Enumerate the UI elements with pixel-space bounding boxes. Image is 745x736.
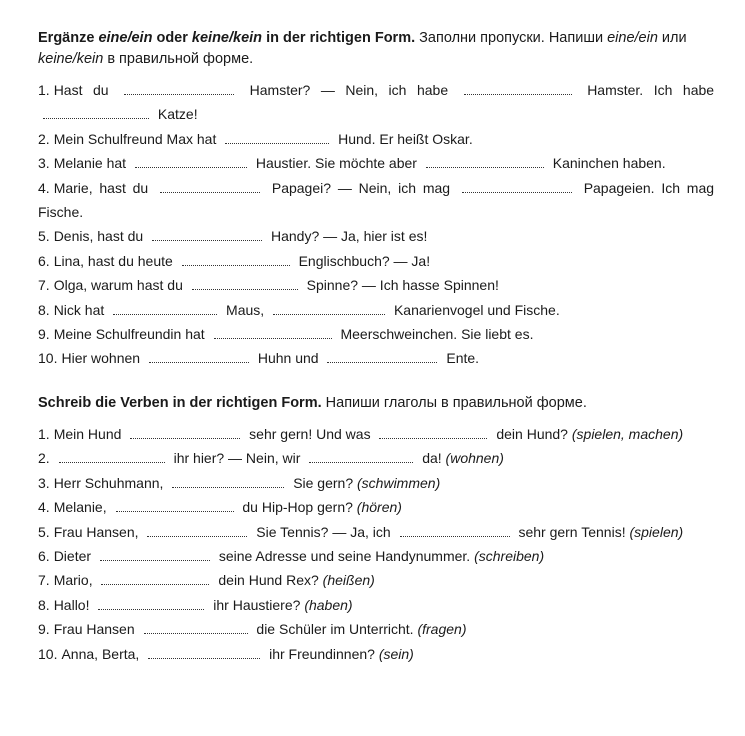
exercise-verbs-title: Schreib die Verben in der richtigen Form.: [38, 394, 322, 411]
item-text: sehr gern Tennis!: [518, 523, 626, 540]
item-text: Nick hat: [53, 301, 105, 318]
item-number: 1.: [38, 82, 50, 98]
exercise-item: [38, 78, 714, 127]
item-text: Anna, Berta,: [61, 645, 140, 662]
item-number: 2.: [38, 130, 50, 147]
exercise-item: [38, 298, 714, 322]
section-gap: [38, 371, 714, 393]
item-number: 6.: [38, 252, 50, 269]
item-text: Frau Hansen,: [53, 523, 139, 540]
item-text: Papagei? — Nein, ich mag: [271, 179, 451, 196]
exercise-item: [38, 346, 714, 370]
item-text: Kaninchen haben.: [552, 155, 666, 172]
item-number: 7.: [38, 572, 50, 589]
item-text: dein Hund Rex?: [218, 572, 319, 589]
answer-blank[interactable]: [144, 622, 248, 634]
section1-title-part: eine/ein: [98, 30, 153, 46]
answer-blank[interactable]: [148, 647, 260, 659]
item-number: 1.: [38, 425, 50, 442]
answer-blank[interactable]: [273, 303, 385, 315]
exercise-item: [38, 422, 714, 446]
verb-hint: (spielen): [629, 523, 684, 540]
exercise-item: [38, 544, 714, 568]
exercise-item: [38, 249, 714, 273]
item-text: Meine Schulfreundin hat: [53, 326, 205, 343]
verb-hint: (wohnen): [445, 450, 504, 467]
item-number: 4.: [38, 179, 50, 196]
answer-blank[interactable]: [149, 351, 249, 363]
section1-instr-part: в правильной форме.: [103, 51, 254, 67]
worksheet-page: [38, 28, 714, 666]
item-text: Frau Hansen: [53, 621, 135, 638]
answer-blank[interactable]: [400, 525, 510, 537]
exercise-item: [38, 495, 714, 519]
item-text: Maus,: [226, 301, 265, 318]
answer-blank[interactable]: [327, 351, 437, 363]
answer-blank[interactable]: [147, 525, 247, 537]
item-text: Hier wohnen: [61, 350, 141, 367]
answer-blank[interactable]: [182, 254, 290, 266]
item-text: Denis, hast du: [53, 228, 144, 245]
exercise-articles: [38, 28, 714, 371]
item-number: 8.: [38, 596, 50, 613]
item-number: 3.: [38, 474, 50, 491]
answer-blank[interactable]: [59, 451, 165, 463]
answer-blank[interactable]: [192, 278, 298, 290]
exercise-verbs-list: [38, 422, 714, 666]
verb-hint: (spielen, machen): [571, 425, 684, 442]
answer-blank[interactable]: [43, 107, 149, 119]
section1-instr-part: eine/ein: [607, 30, 658, 46]
item-text: Sie Tennis? — Ja, ich: [256, 523, 391, 540]
item-text: ihr hier? — Nein, wir: [173, 450, 301, 467]
verb-hint: (heißen): [322, 572, 375, 589]
section1-title-part: in der richtigen Form.: [262, 30, 416, 46]
answer-blank[interactable]: [98, 598, 204, 610]
item-text: Sie gern?: [293, 474, 354, 491]
exercise-verbs-instruction: Напиши глаголы в правильной форме.: [321, 394, 587, 411]
answer-blank[interactable]: [464, 83, 572, 95]
section1-instr-part: keine/kein: [38, 51, 104, 67]
exercise-item: [38, 224, 714, 248]
section1-instr-part: или: [657, 30, 687, 46]
item-text: Mein Hund: [53, 425, 122, 442]
item-text: Hund. Er heißt Oskar.: [338, 130, 473, 147]
exercise-verbs: [38, 393, 714, 666]
section1-title-part: oder: [152, 30, 192, 46]
exercise-item: [38, 642, 714, 666]
exercise-item: [38, 520, 714, 544]
item-number: 10.: [38, 645, 58, 662]
item-number: 9.: [38, 326, 50, 343]
item-text: Marie, hast du: [53, 179, 149, 196]
exercise-item: [38, 568, 714, 592]
item-number: 5.: [38, 228, 50, 245]
exercise-item: [38, 273, 714, 297]
section1-title-part: keine/kein: [191, 30, 263, 46]
exercise-item: [38, 471, 714, 495]
item-number: 3.: [38, 155, 50, 172]
item-text: die Schüler im Unterricht.: [256, 621, 414, 638]
item-number: 6.: [38, 547, 50, 564]
answer-blank[interactable]: [426, 156, 544, 168]
item-text: Meerschweinchen. Sie liebt es.: [340, 326, 534, 343]
item-text: Englischbuch? — Ja!: [298, 252, 431, 269]
item-text: Spinne? — Ich hasse Spinnen!: [306, 277, 499, 294]
verb-hint: (fragen): [417, 621, 467, 638]
exercise-articles-list: [38, 78, 714, 371]
verb-hint: (sein): [378, 645, 414, 662]
item-text: Hamster? — Nein, ich habe: [249, 82, 449, 98]
exercise-articles-title: [38, 30, 415, 46]
answer-blank[interactable]: [172, 476, 284, 488]
exercise-item: [38, 151, 714, 175]
item-number: 10.: [38, 350, 58, 367]
verb-hint: (haben): [304, 596, 353, 613]
item-number: 5.: [38, 523, 50, 540]
exercise-item: [38, 617, 714, 641]
answer-blank[interactable]: [130, 427, 240, 439]
item-number: 8.: [38, 301, 50, 318]
item-text: Papageien. Ich mag Fische.: [38, 179, 715, 221]
answer-blank[interactable]: [309, 451, 413, 463]
answer-blank[interactable]: [124, 83, 234, 95]
item-number: 2.: [38, 450, 50, 467]
exercise-item: [38, 322, 714, 346]
answer-blank[interactable]: [101, 573, 209, 585]
item-text: Katze!: [157, 106, 198, 123]
item-text: dein Hund?: [496, 425, 568, 442]
answer-blank[interactable]: [214, 327, 332, 339]
item-text: Herr Schuhmann,: [53, 474, 164, 491]
item-text: sehr gern! Und was: [249, 425, 371, 442]
item-text: Mein Schulfreund Max hat: [53, 130, 217, 147]
item-text: Mario,: [53, 572, 93, 589]
exercise-verbs-heading: [38, 393, 714, 414]
item-text: Hallo!: [53, 596, 90, 613]
exercise-articles-heading: [38, 28, 714, 70]
answer-blank[interactable]: [135, 156, 247, 168]
answer-blank[interactable]: [100, 549, 210, 561]
answer-blank[interactable]: [116, 500, 234, 512]
exercise-item: [38, 176, 714, 225]
section1-title-part: Ergänze: [38, 30, 99, 46]
item-text: Melanie,: [53, 499, 107, 516]
exercise-item: [38, 593, 714, 617]
exercise-item: [38, 127, 714, 151]
item-text: ihr Haustiere?: [213, 596, 301, 613]
item-text: Hast du: [53, 82, 109, 98]
answer-blank[interactable]: [152, 229, 262, 241]
item-text: Haustier. Sie möchte aber: [255, 155, 417, 172]
verb-hint: (schwimmen): [357, 474, 441, 491]
answer-blank[interactable]: [113, 303, 217, 315]
answer-blank[interactable]: [462, 181, 572, 193]
item-number: 9.: [38, 621, 50, 638]
item-text: Olga, warum hast du: [53, 277, 183, 294]
item-text: ihr Freundinnen?: [269, 645, 375, 662]
item-text: du Hip-Hop gern?: [242, 499, 353, 516]
verb-hint: (schreiben): [474, 547, 545, 564]
item-text: Handy? — Ja, hier ist es!: [270, 228, 428, 245]
item-text: Hamster. Ich habe: [587, 82, 715, 98]
item-number: 7.: [38, 277, 50, 294]
item-text: Huhn und: [257, 350, 319, 367]
answer-blank[interactable]: [225, 132, 329, 144]
answer-blank[interactable]: [160, 181, 260, 193]
section1-instr-part: Заполни пропуски. Напиши: [415, 30, 608, 46]
item-text: da!: [422, 450, 442, 467]
item-text: Ente.: [446, 350, 480, 367]
item-number: 4.: [38, 499, 50, 516]
verb-hint: (hören): [356, 499, 402, 516]
item-text: Lina, hast du heute: [53, 252, 173, 269]
item-text: Kanarienvogel und Fische.: [393, 301, 560, 318]
item-text: seine Adresse und seine Handynummer.: [218, 547, 471, 564]
item-text: Melanie hat: [53, 155, 127, 172]
item-text: Dieter: [53, 547, 92, 564]
exercise-item: [38, 446, 714, 470]
answer-blank[interactable]: [379, 427, 487, 439]
